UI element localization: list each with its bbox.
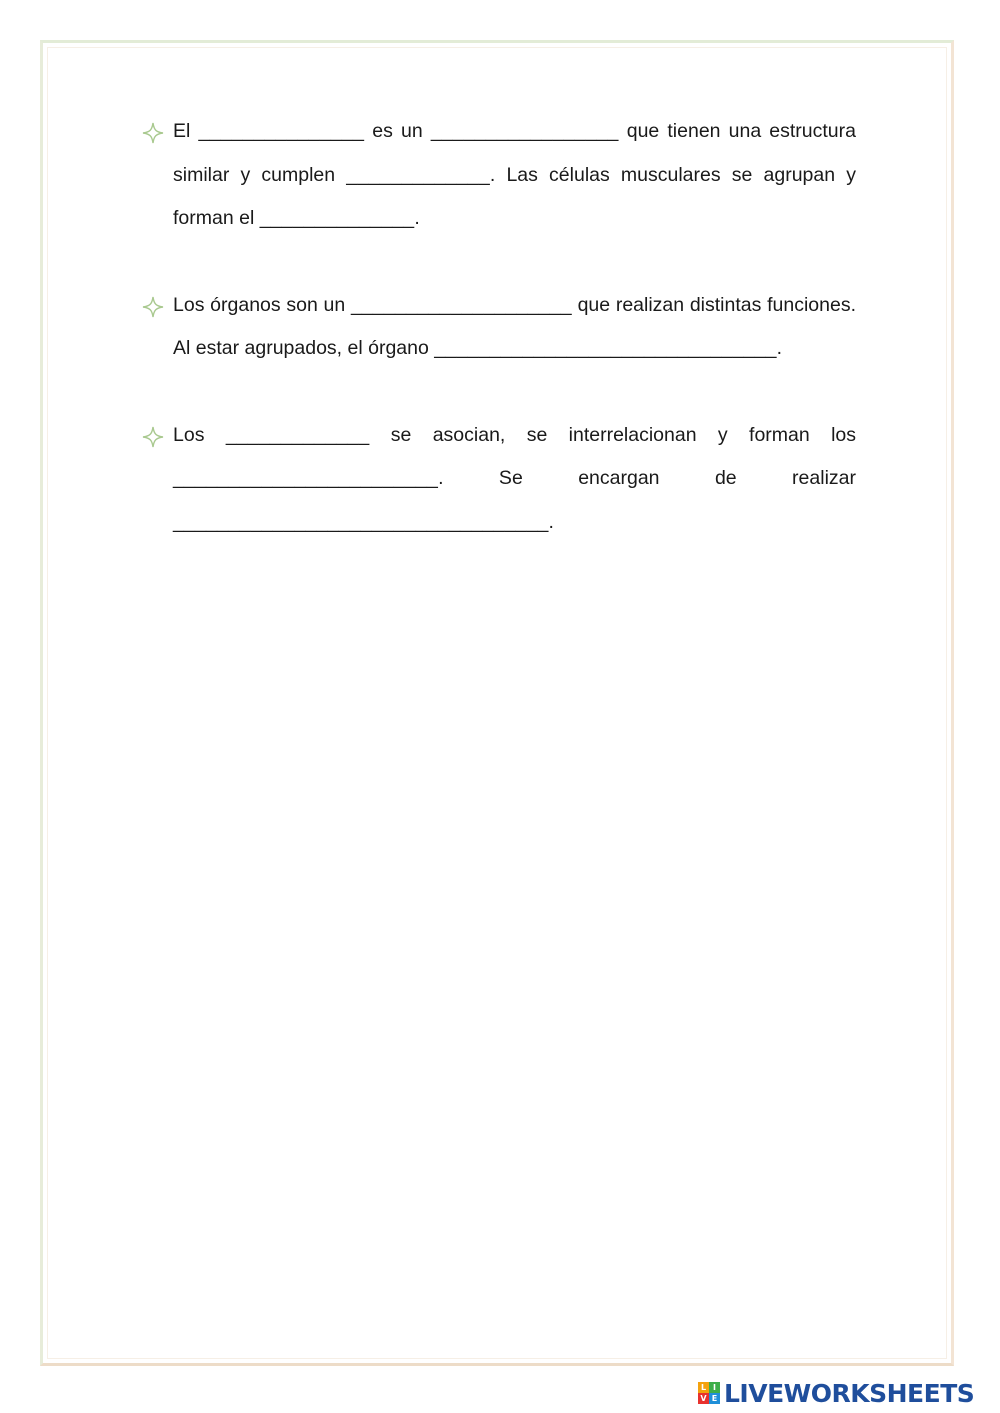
sparkle-bullet-icon [142,296,164,318]
worksheet-content [142,110,856,587]
text-segment: Los [173,423,226,446]
worksheet-paragraph-2 [173,284,856,371]
blank-field[interactable]: ____________________ [350,293,572,316]
text-segment: es un [364,120,431,142]
text-segment: Los órganos son un [173,293,351,316]
logo-badge-icon [698,1382,720,1404]
logo-badge-letter: I [709,1382,720,1393]
blank-field[interactable]: _______________________________ [434,337,777,359]
blank-field[interactable]: __________________________________ [173,510,549,533]
blank-field[interactable]: _____________ [225,423,370,446]
liveworksheets-logo [698,1378,974,1408]
logo-badge-letter: E [709,1393,720,1404]
text-segment: se asocian, se interrelacionan y forman los [369,423,857,446]
text-segment: que realizan distintas funciones. Al estar agrupados, el órgano [173,293,856,359]
logo-badge-letter: L [698,1382,709,1393]
text-segment: . Se encargan de realizar [438,467,856,489]
logo-badge-letter: V [698,1393,709,1404]
sparkle-bullet-icon [142,122,164,144]
blank-field[interactable]: _____________ [346,163,490,186]
blank-field[interactable]: _______________ [198,120,365,142]
blank-field[interactable]: ________________________ [173,467,439,489]
worksheet-paragraph-3 [173,414,856,545]
blank-field[interactable]: _________________ [430,120,619,142]
text-segment: El [173,120,199,142]
sparkle-bullet-icon [142,426,164,448]
logo-text: LIVEWORKSHEETS [724,1378,975,1408]
worksheet-item-1 [142,110,856,241]
worksheet-item-3 [142,414,856,545]
text-segment: . [548,510,554,533]
text-segment: . [414,207,420,229]
text-segment: que tienen una estructura similar y cumplen [173,120,856,186]
text-segment: . [776,337,783,359]
worksheet-item-2 [142,284,856,371]
blank-field[interactable]: ______________ [259,207,415,229]
worksheet-paragraph-1 [173,110,856,241]
text-segment: . Las células musculares se agrupan y forman el [173,163,857,229]
